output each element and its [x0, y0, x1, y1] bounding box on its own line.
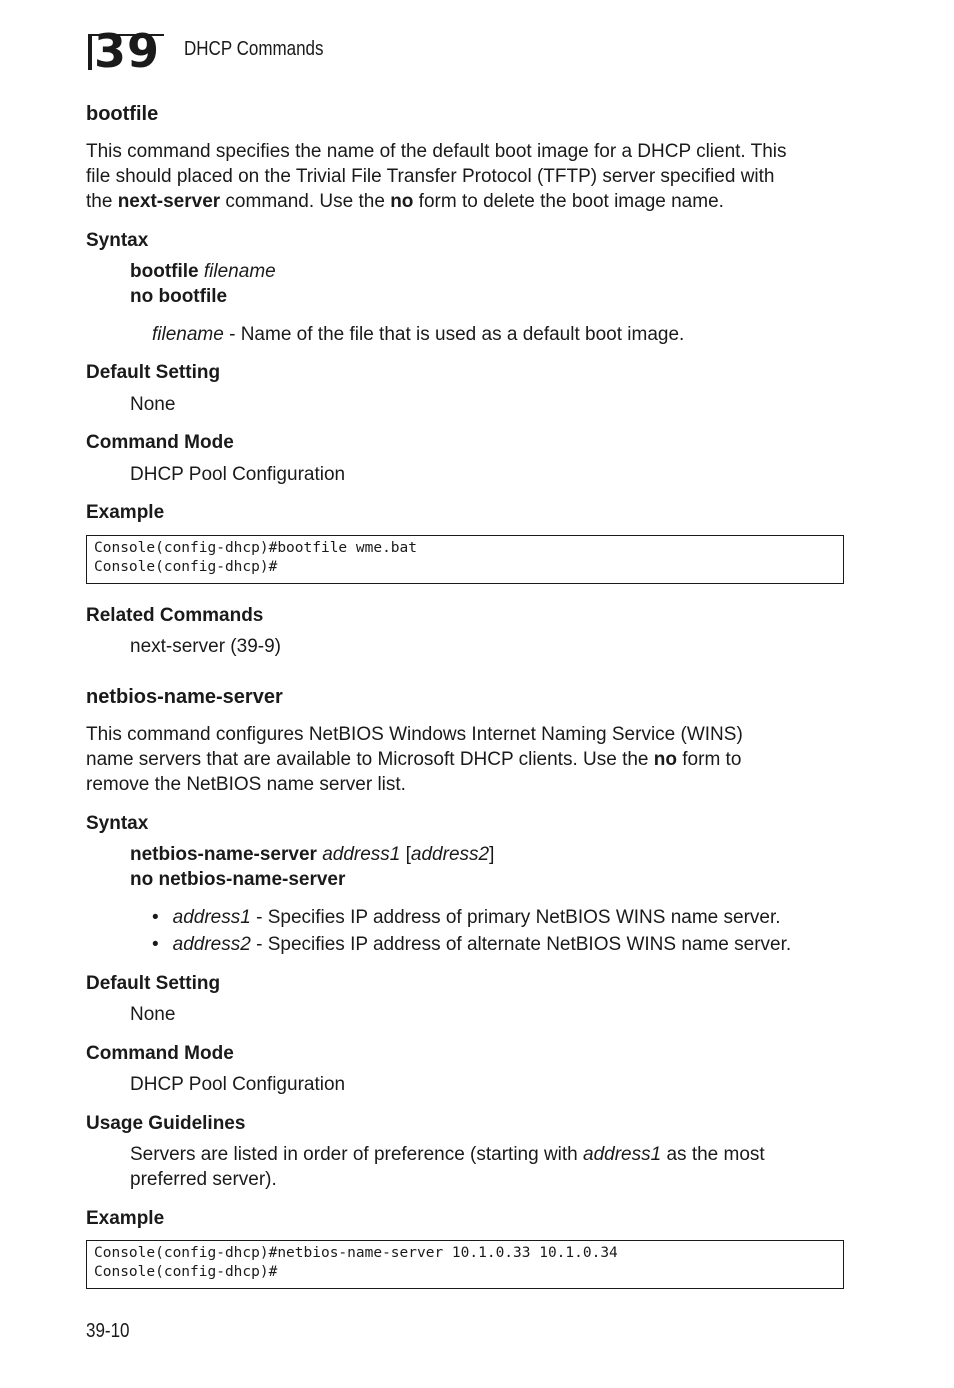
code-line: Console(config-dhcp)#netbios-name-server 10.1.0.33 10.1.0.34 [94, 1245, 618, 1261]
bullet-item: • address1 - Specifies IP address of primary NetBIOS WINS name server. [152, 907, 781, 928]
desc-line: This command specifies the name of the default boot image for a DHCP client. This [86, 141, 787, 162]
desc-line: name servers that are available to Microsoft DHCP clients. Use the no form to [86, 749, 742, 770]
code-example [86, 1240, 844, 1289]
desc-line: This command configures NetBIOS Windows Internet Naming Service (WINS) [86, 724, 743, 745]
bullet-icon: • [152, 934, 159, 955]
code-line: Console(config-dhcp)# [94, 1264, 278, 1280]
related-commands-heading: Related Commands [86, 605, 264, 626]
syntax-line: netbios-name-server address1 [address2] [130, 844, 495, 865]
code-line: Console(config-dhcp)# [94, 559, 278, 575]
usage-guidelines-text: Servers are listed in order of preference (starting with address1 as the most preferred server). [130, 1144, 765, 1190]
example-heading: Example [86, 1208, 165, 1229]
default-setting-heading: Default Setting [86, 362, 221, 383]
bootfile-description [86, 139, 787, 214]
page-number: 39-10 [86, 1320, 130, 1342]
code-line: Console(config-dhcp)#bootfile wme.bat [94, 540, 418, 556]
related-command-link: next-server (39-9) [130, 636, 281, 657]
command-mode-value: DHCP Pool Configuration [130, 464, 346, 485]
syntax-heading: Syntax [86, 230, 149, 251]
desc-line: remove the NetBIOS name server list. [86, 774, 406, 795]
syntax-heading: Syntax [86, 813, 149, 834]
command-mode-heading: Command Mode [86, 432, 234, 453]
usage-guidelines-heading: Usage Guidelines [86, 1113, 246, 1134]
section-heading-bootfile: bootfile [86, 103, 159, 125]
default-setting-value: None [130, 1004, 176, 1025]
default-setting-heading: Default Setting [86, 973, 221, 994]
desc-line: file should placed on the Trivial File Transfer Protocol (TFTP) server specified with [86, 166, 775, 187]
chapter-number: 39 [94, 24, 161, 78]
code-example [86, 535, 844, 584]
netbios-description [86, 722, 743, 797]
desc-line: the next-server command. Use the no form to delete the boot image name. [86, 191, 724, 212]
bullet-icon: • [152, 907, 159, 928]
syntax-line: bootfile filename [130, 261, 276, 282]
example-heading: Example [86, 502, 165, 523]
chapter-number-box [88, 24, 164, 78]
default-setting-value: None [130, 394, 176, 415]
chapter-title: DHCP Commands [184, 38, 324, 60]
parameter-description: filename - Name of the file that is used as a default boot image. [152, 324, 685, 345]
command-mode-value: DHCP Pool Configuration [130, 1074, 346, 1095]
section-heading-netbios-name-server: netbios-name-server [86, 686, 283, 708]
command-mode-heading: Command Mode [86, 1043, 234, 1064]
syntax-line: no netbios-name-server [130, 869, 346, 890]
bullet-item: • address2 - Specifies IP address of alternate NetBIOS WINS name server. [152, 934, 792, 955]
syntax-line: no bootfile [130, 286, 228, 307]
